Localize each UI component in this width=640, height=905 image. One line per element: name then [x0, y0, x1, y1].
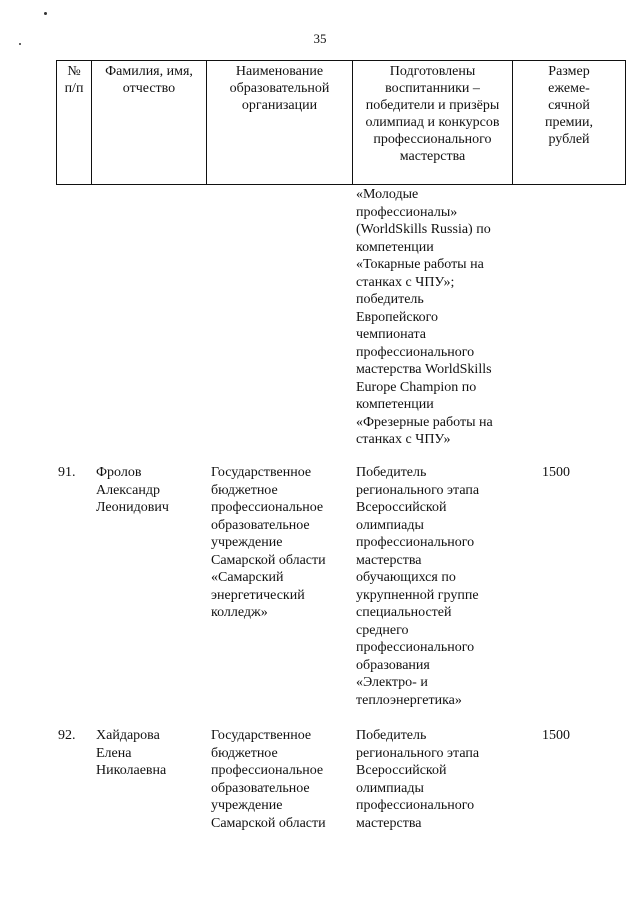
table-header	[56, 60, 626, 185]
achievement-line: Европейского	[356, 309, 439, 325]
header-line: Подготовлены	[389, 64, 476, 79]
achievement-line: Всероссийской	[356, 763, 447, 778]
header-line: Размер	[548, 64, 590, 79]
header-line: победители и призёры	[365, 98, 500, 113]
header-line: олимпиад и конкурсов	[365, 115, 500, 130]
organization-line: профессиональное	[211, 500, 324, 515]
achievement-cell	[356, 186, 516, 449]
achievement-line: Всероссийской	[356, 500, 447, 515]
achievement-line: Победитель	[356, 465, 427, 480]
achievement-line: станках с ЧПУ»	[356, 432, 451, 447]
organization-line: учреждение	[211, 798, 283, 813]
achievement-line: образования	[356, 657, 430, 673]
organization-line: колледж»	[211, 605, 268, 620]
name-line: Елена	[96, 745, 132, 761]
achievement-line: профессионального	[356, 535, 475, 550]
achievement-line: «Токарные работы на	[356, 257, 484, 272]
achievement-line: обучающихся по	[356, 570, 456, 585]
name-line: Александр	[96, 482, 160, 498]
organization-line: бюджетное	[211, 745, 278, 761]
header-line: организации	[241, 98, 318, 113]
organization-cell	[211, 727, 351, 832]
header-organization	[207, 61, 353, 185]
organization-line: бюджетное	[211, 482, 278, 498]
achievement-cell	[356, 727, 516, 832]
organization-line: Самарской области	[211, 552, 326, 568]
name-line: Хайдарова	[96, 728, 160, 743]
achievement-line: профессионального	[356, 640, 475, 655]
amount-cell: 1500	[542, 465, 570, 480]
achievement-line: компетенции	[356, 397, 434, 412]
achievement-line: профессионального	[356, 798, 475, 813]
scan-speck	[44, 12, 47, 15]
achievement-line: олимпиады	[356, 517, 424, 533]
header-line: профессионального	[373, 132, 492, 147]
achievement-line: станках с ЧПУ»;	[356, 274, 455, 290]
page-number: 35	[313, 31, 327, 46]
achievement-line: «Молодые	[356, 187, 419, 202]
header-line: рублей	[548, 132, 590, 147]
header-line: Наименование	[235, 64, 324, 79]
achievement-line: «Фрезерные работы на	[356, 414, 493, 430]
achievement-line: компетенции	[356, 239, 434, 255]
header-line: мастерства	[399, 149, 466, 164]
achievement-line: специальностей	[356, 605, 452, 620]
achievement-line: чемпионата	[356, 327, 426, 342]
header-line: отчество	[122, 81, 176, 96]
name-line: Фролов	[96, 465, 142, 480]
header-line: образовательной	[229, 81, 330, 96]
achievement-line: Победитель	[356, 728, 427, 743]
name-line: Николаевна	[96, 763, 167, 778]
row-number: 91.	[58, 465, 76, 480]
amount-cell: 1500	[542, 728, 570, 743]
name-cell	[96, 727, 206, 780]
name-line: Леонидович	[96, 500, 169, 515]
organization-line: профессиональное	[211, 763, 324, 778]
organization-line: учреждение	[211, 535, 283, 550]
achievement-line: мастерства WorldSkills	[356, 362, 492, 377]
achievement-line: среднего	[356, 622, 409, 638]
header-achievement	[353, 61, 513, 185]
header-number	[57, 61, 92, 185]
header-name	[92, 61, 207, 185]
header-amount	[513, 61, 626, 185]
organization-line: Самарской области	[211, 815, 326, 831]
header-line: Фамилия, имя,	[105, 64, 193, 79]
achievement-line: профессионалы»	[356, 204, 458, 220]
organization-line: образовательное	[211, 780, 310, 796]
organization-line: «Самарский	[211, 570, 284, 585]
header-line: премии,	[544, 115, 594, 130]
header-line: сячной	[548, 98, 590, 113]
achievement-line: теплоэнергетика»	[356, 692, 462, 708]
achievement-line: регионального этапа	[356, 482, 480, 498]
achievement-line: (WorldSkills Russia) по	[356, 222, 491, 237]
organization-cell	[211, 464, 351, 622]
name-cell	[96, 464, 206, 517]
header-line: воспитанники –	[385, 81, 480, 96]
header-line: п/п	[64, 81, 84, 96]
header-line: №	[67, 64, 81, 79]
organization-line: образовательное	[211, 517, 310, 533]
organization-line: Государственное	[211, 728, 312, 743]
achievement-line: олимпиады	[356, 780, 424, 796]
achievement-line: регионального этапа	[356, 745, 480, 761]
organization-line: Государственное	[211, 465, 312, 480]
header-line: ежеме-	[548, 81, 590, 96]
achievement-line: укрупненной группе	[356, 587, 479, 603]
achievement-line: победитель	[356, 292, 424, 307]
organization-line: энергетический	[211, 587, 305, 603]
row-number: 92.	[58, 728, 76, 743]
achievement-line: профессионального	[356, 344, 475, 360]
achievement-cell	[356, 464, 516, 709]
achievement-line: «Электро- и	[356, 675, 428, 690]
achievement-line: Europe Champion по	[356, 379, 477, 395]
achievement-line: мастерства	[356, 552, 422, 568]
achievement-line: мастерства	[356, 815, 422, 831]
